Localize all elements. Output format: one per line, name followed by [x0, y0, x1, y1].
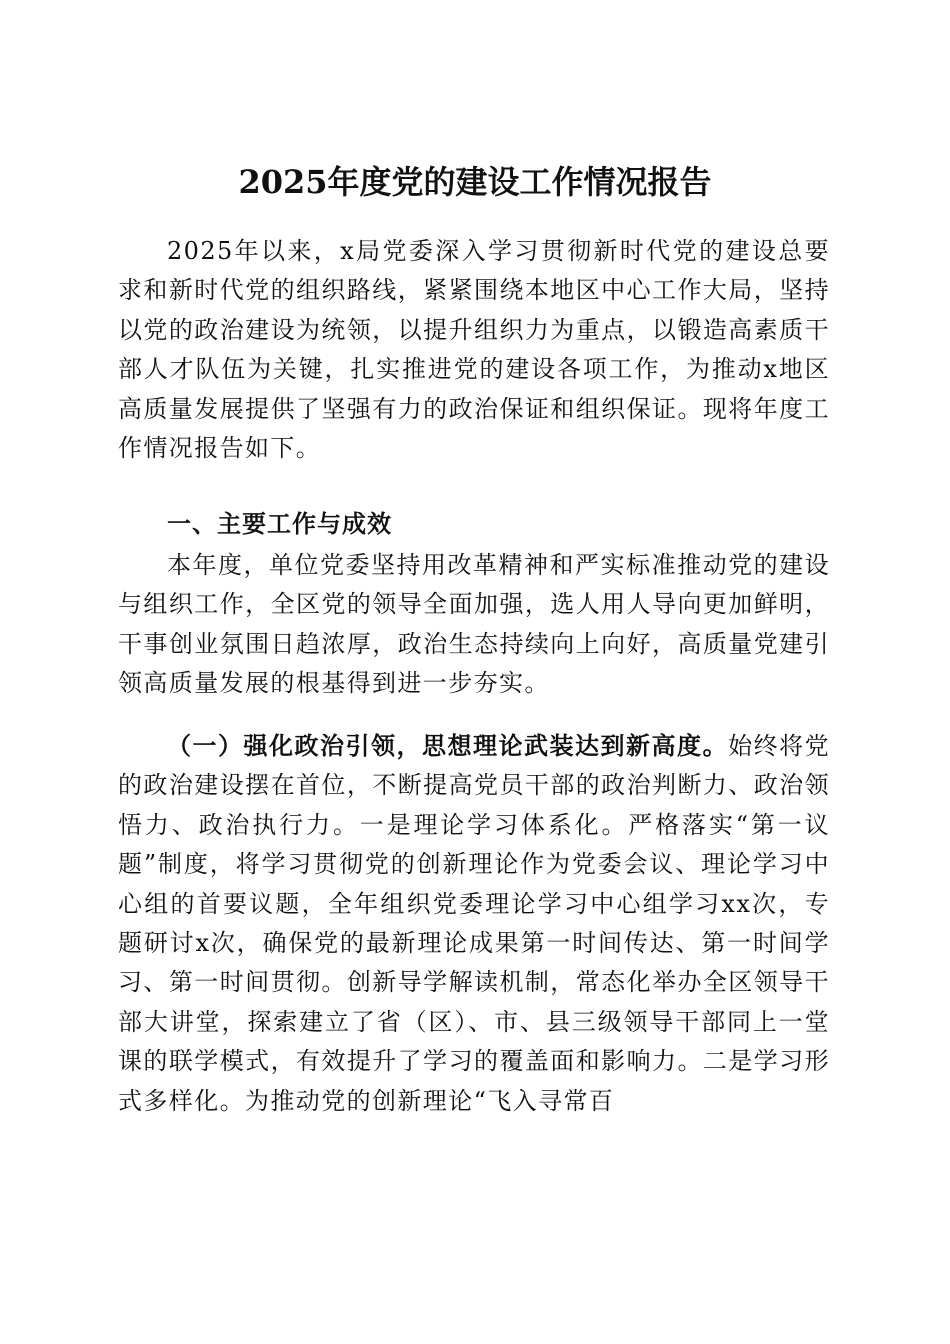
subsection-body: 始终将党的政治建设摆在首位，不断提高党员干部的政治判断力、政治领悟力、政治执行力。一是理论学习体系化。严格落实“第一议题”制度，将学习贯彻党的创新理论作为党委会议、理论学习中心组的首要议题，全年组织党委理论学习中心组学习xx次，专题研讨x次，确保党的最新理论成果第一时间传达、第一时间学习、第一时间贯彻。创新导学解读机制，常态化举办全区领导干部大讲堂，探索建立了省（区）、市、县三级领导干部同上一堂课的联学模式，有效提升了学习的覆盖面和影响力。二是学习形式多样化。为推动党的创新理论“飞入寻常百	[118, 732, 830, 1115]
subsection-lead: （一）强化政治引领，思想理论武装达到新高度。	[167, 731, 729, 760]
section-paragraph: 本年度，单位党委坚持用改革精神和严实标准推动党的建设与组织工作，全区党的领导全面加强，选人用人导向更加鲜明，干事创业氛围日趋浓厚，政治生态持续向上向好，高质量党建引领高质量发展的根基得到进一步夯实。	[118, 551, 830, 698]
intro-paragraph: 2025年以来，x局党委深入学习贯彻新时代党的建设总要求和新时代党的组织路线，紧紧围绕本地区中心工作大局，坚持以党的政治建设为统领，以提升组织力为重点，以锻造高素质干部人才队伍为关键，扎实推进党的建设各项工作，为推动x地区高质量发展提供了坚强有力的政治保证和组织保证。现将年度工作情况报告如下。	[118, 237, 830, 463]
subsection-paragraph	[118, 726, 830, 1121]
section-heading: 一、主要工作与成效	[167, 510, 392, 538]
page-title: 2025年度党的建设工作情况报告	[238, 163, 712, 202]
